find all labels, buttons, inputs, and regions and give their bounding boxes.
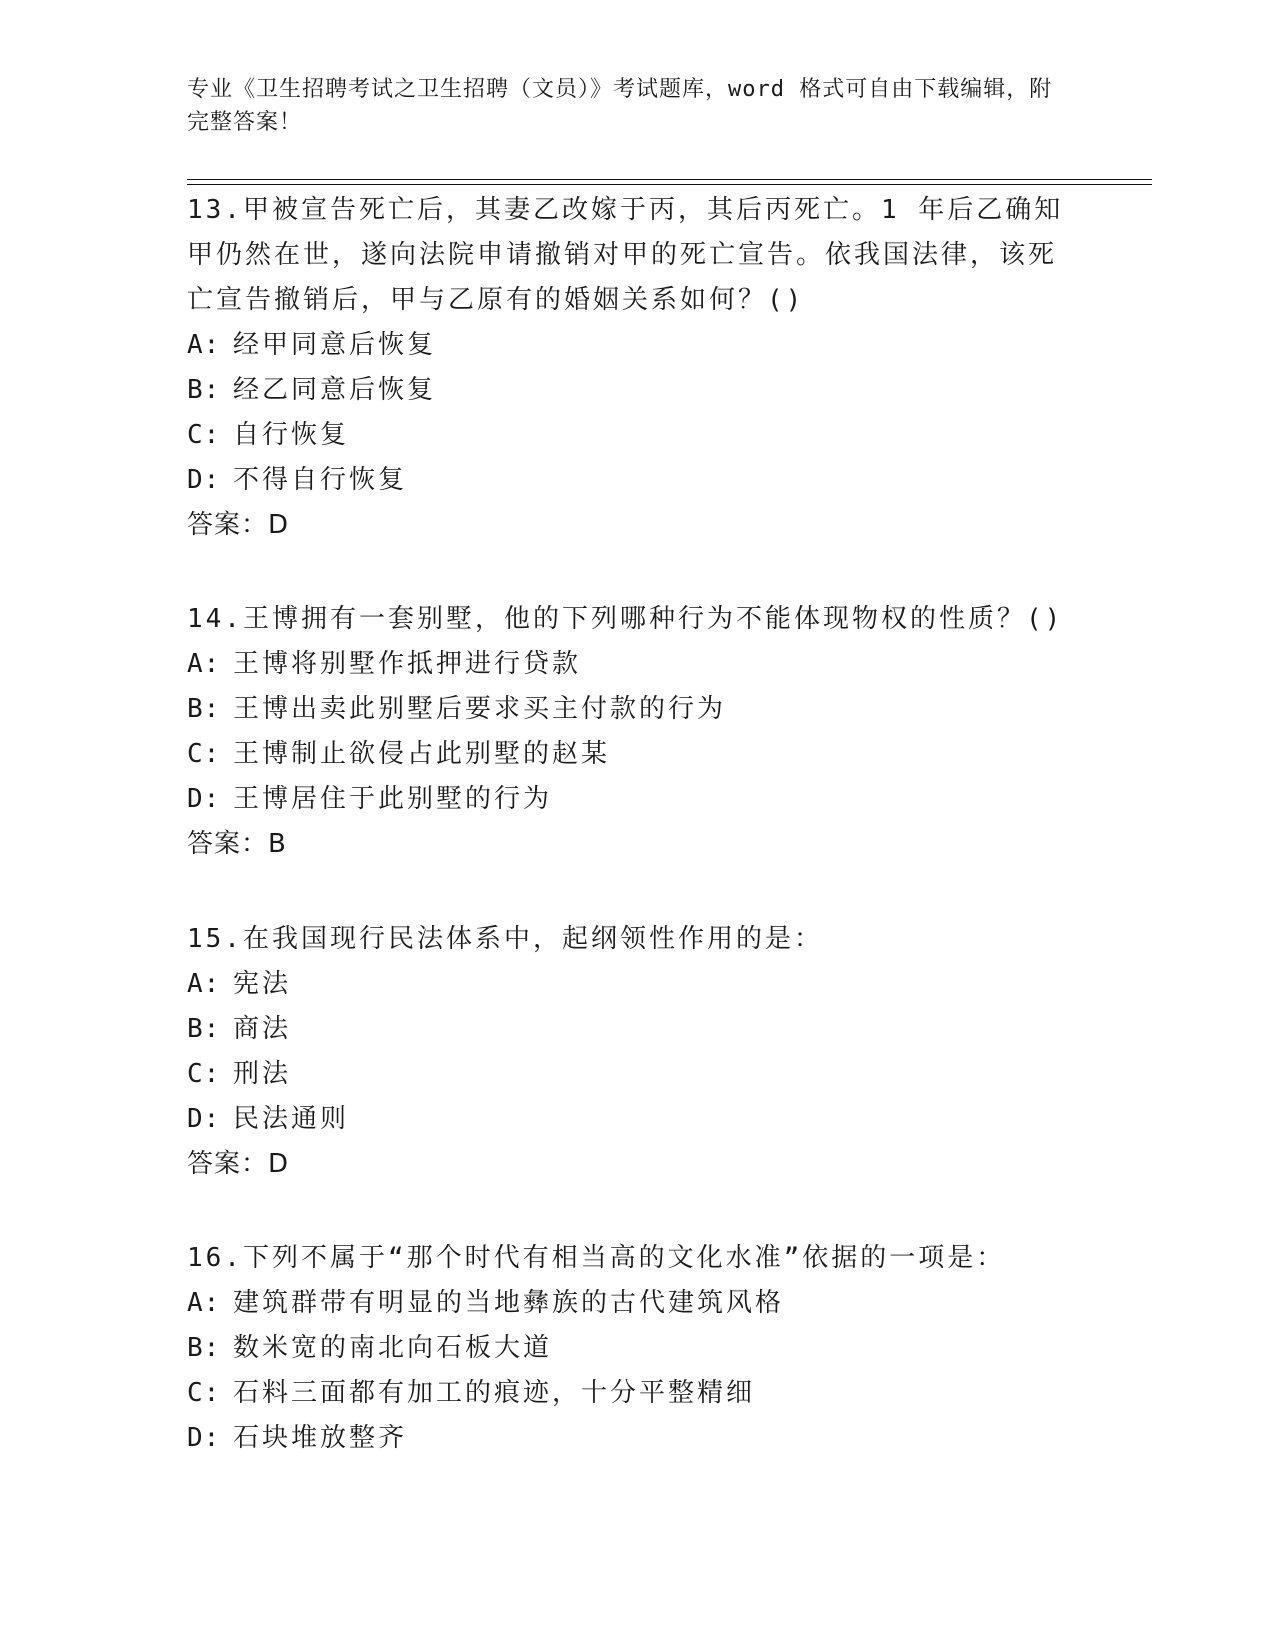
option-b — [187, 687, 1067, 732]
option-a — [187, 323, 1067, 368]
option-key: A: — [187, 649, 221, 679]
answer-line: 答案：D — [187, 510, 290, 540]
question-stem: 15.在我国现行民法体系中，起纲领性作用的是： — [187, 924, 823, 954]
option-text: 王博制止欲侵占此别墅的赵某 — [233, 739, 611, 769]
option-text: 数米宽的南北向石板大道 — [233, 1333, 553, 1363]
option-key: A: — [187, 330, 221, 360]
option-key: D: — [187, 1423, 221, 1453]
option-key: B: — [187, 1333, 221, 1363]
option-text: 建筑群带有明显的当地彝族的古代建筑风格 — [233, 1288, 785, 1318]
option-key: C: — [187, 1059, 221, 1089]
option-key: C: — [187, 1378, 221, 1408]
option-c — [187, 1371, 1067, 1416]
option-a — [187, 642, 1067, 687]
option-text: 刑法 — [233, 1059, 292, 1089]
option-a — [187, 1281, 1067, 1326]
question-stem: 16.下列不属于“那个时代有相当高的文化水准”依据的一项是： — [187, 1243, 1006, 1273]
option-text: 不得自行恢复 — [233, 465, 408, 495]
answer-line: 答案：B — [187, 829, 287, 859]
option-d — [187, 1416, 1067, 1461]
option-b — [187, 368, 1067, 413]
option-text: 经乙同意后恢复 — [233, 375, 437, 405]
option-text: 石料三面都有加工的痕迹，十分平整精细 — [233, 1378, 756, 1408]
option-text: 石块堆放整齐 — [233, 1423, 408, 1453]
header-divider — [187, 179, 1152, 185]
option-c — [187, 732, 1067, 777]
option-key: B: — [187, 1014, 221, 1044]
option-d — [187, 458, 1067, 503]
question-stem: 14.王博拥有一套别墅，他的下列哪种行为不能体现物权的性质？() — [187, 604, 1064, 634]
option-text: 王博将别墅作抵押进行贷款 — [233, 649, 582, 679]
option-text: 商法 — [233, 1014, 292, 1044]
option-key: C: — [187, 420, 221, 450]
question-13 — [187, 188, 1067, 548]
option-d — [187, 1097, 1067, 1142]
option-key: D: — [187, 784, 221, 814]
option-text: 自行恢复 — [233, 420, 350, 450]
option-d — [187, 777, 1067, 822]
option-key: A: — [187, 969, 221, 999]
option-b — [187, 1007, 1067, 1052]
option-key: B: — [187, 694, 221, 724]
question-stem: 13.甲被宣告死亡后，其妻乙改嫁于丙，其后丙死亡。1 年后乙确知甲仍然在世，遂向法院申请撤销对甲的死亡宣告。依我国法律，该死亡宣告撤销后，甲与乙原有的婚姻关系如何？() — [187, 195, 1064, 315]
option-key: C: — [187, 739, 221, 769]
option-key: B: — [187, 375, 221, 405]
option-c — [187, 1052, 1067, 1097]
question-14 — [187, 597, 1067, 867]
option-a — [187, 962, 1067, 1007]
option-key: D: — [187, 465, 221, 495]
document-header: 专业《卫生招聘考试之卫生招聘（文员）》考试题库，word 格式可自由下载编辑，附完整答案！ — [187, 77, 1053, 135]
option-text: 经甲同意后恢复 — [233, 330, 437, 360]
option-text: 宪法 — [233, 969, 292, 999]
question-15 — [187, 917, 1067, 1187]
option-key: A: — [187, 1288, 221, 1318]
answer-line: 答案：D — [187, 1149, 290, 1179]
question-16 — [187, 1236, 1067, 1461]
option-c — [187, 413, 1067, 458]
option-b — [187, 1326, 1067, 1371]
option-text: 民法通则 — [233, 1104, 350, 1134]
option-text: 王博出卖此别墅后要求买主付款的行为 — [233, 694, 727, 724]
option-text: 王博居住于此别墅的行为 — [233, 784, 553, 814]
option-key: D: — [187, 1104, 221, 1134]
